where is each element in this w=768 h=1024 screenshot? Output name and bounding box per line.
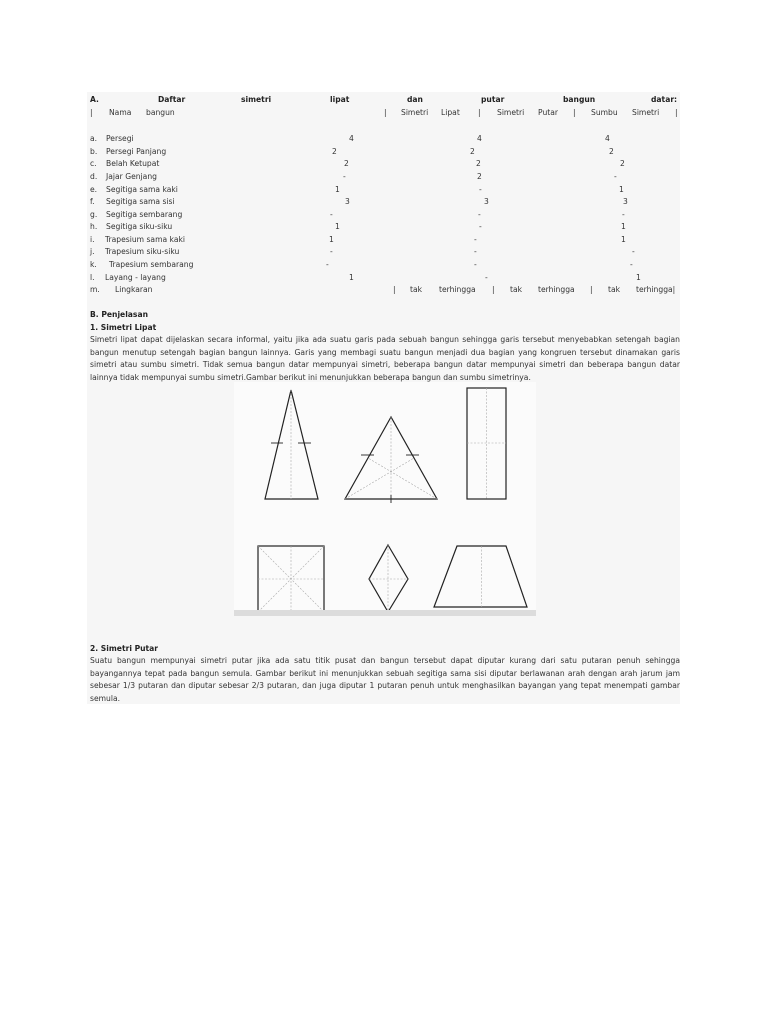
subheading-simetri-putar: 2. Simetri Putar: [90, 644, 159, 653]
shapes-drawing: [234, 382, 536, 616]
table-row: [87, 222, 680, 234]
table-row: [87, 159, 680, 171]
figure-floor: [234, 610, 536, 616]
column-header: Lipat: [441, 108, 460, 117]
putar-value: 4: [477, 134, 482, 143]
sumbu-value: -: [614, 172, 617, 181]
putar-value: -: [479, 185, 482, 194]
header-word: bangun: [563, 95, 596, 104]
lipat-value: 4: [349, 134, 354, 143]
header-word: Daftar: [158, 95, 186, 104]
section-a-header: [87, 95, 680, 107]
column-separator: |: [675, 108, 678, 117]
table-row: [87, 172, 680, 184]
column-header: Simetri: [497, 108, 525, 117]
row-letter: c.: [90, 159, 97, 168]
paragraph-simetri-lipat: Simetri lipat dapat dijelaskan secara informal, yaitu jika ada suatu garis pada sebuah bangun sehingga garis tersebut menyebabkan setengah bagian bangun menutup setengah bagian bangun lainnya. Garis yang membagi suatu bangun menjadi dua bagian yang kongruen tersebut dinamakan garis simetri atau sumbu simetri. Tidak semua bangun datar mempunyai simetri, beberapa bangun datar mempunyai simetri dan beberapa bangun datar lainnya tidak mempunyai sumbu simetri.Gambar berikut ini menunjukkan beberapa bangun dan sumbu simetrinya.: [90, 335, 680, 382]
column-header: Simetri: [401, 108, 429, 117]
rhombus-shape: [369, 545, 408, 612]
sumbu-value: tak: [608, 285, 621, 294]
rectangle-shape: [467, 388, 506, 499]
equilateral-triangle-shape: [345, 417, 437, 503]
column-separator: |: [590, 285, 593, 294]
putar-value: 2: [476, 159, 481, 168]
square-shape: [258, 546, 324, 612]
sumbu-value: 4: [605, 134, 610, 143]
subheading-simetri-lipat: 1. Simetri Lipat: [90, 323, 157, 332]
lipat-value: -: [330, 247, 333, 256]
row-letter: g.: [90, 210, 98, 219]
row-letter: l.: [90, 273, 95, 282]
putar-value: terhingga: [538, 285, 575, 294]
putar-value: -: [474, 235, 477, 244]
lipat-value: 1: [329, 235, 334, 244]
table-row: [87, 147, 680, 159]
shape-name: Trapesium siku-siku: [105, 247, 180, 256]
shape-name: Segitiga sama kaki: [106, 185, 178, 194]
row-letter: m.: [90, 285, 100, 294]
table-row: [87, 285, 680, 297]
table-row: [87, 134, 680, 146]
lipat-value: terhingga: [439, 285, 476, 294]
sumbu-value: 2: [620, 159, 625, 168]
shape-name: Trapesium sembarang: [109, 260, 194, 269]
table-row: [87, 235, 680, 247]
lipat-value: 2: [344, 159, 349, 168]
column-separator: |: [393, 285, 396, 294]
lipat-value: 1: [335, 185, 340, 194]
shape-name: Jajar Genjang: [106, 172, 157, 181]
sumbu-value: -: [630, 260, 633, 269]
shape-name: Layang - layang: [105, 273, 166, 282]
table-row: [87, 197, 680, 209]
row-letter: f.: [90, 197, 95, 206]
column-header: Simetri: [632, 108, 660, 117]
row-letter: a.: [90, 134, 98, 143]
putar-value: -: [474, 260, 477, 269]
header-word: simetri: [241, 95, 272, 104]
table-row: [87, 273, 680, 285]
column-separator: |: [478, 108, 481, 117]
row-letter: j.: [90, 247, 95, 256]
putar-value: -: [479, 222, 482, 231]
column-separator: |: [573, 108, 576, 117]
sumbu-value: 3: [623, 197, 628, 206]
lipat-value: -: [330, 210, 333, 219]
lipat-value: 1: [335, 222, 340, 231]
putar-value: -: [485, 273, 488, 282]
column-header: bangun: [146, 108, 175, 117]
putar-value: 2: [477, 172, 482, 181]
lipat-value: tak: [410, 285, 423, 294]
putar-value: -: [478, 210, 481, 219]
column-header: Nama: [109, 108, 132, 117]
shape-name: Segitiga siku-siku: [106, 222, 173, 231]
column-separator: |: [90, 108, 93, 117]
sumbu-value: -: [632, 247, 635, 256]
section-b-heading: B. Penjelasan: [90, 310, 148, 319]
table-row: [87, 185, 680, 197]
putar-value: 2: [470, 147, 475, 156]
shape-name: Trapesium sama kaki: [105, 235, 185, 244]
shape-name: Lingkaran: [115, 285, 153, 294]
sumbu-value: -: [622, 210, 625, 219]
sumbu-value: 2: [609, 147, 614, 156]
header-word: datar:: [651, 95, 678, 104]
paragraph-simetri-putar: Suatu bangun mempunyai simetri putar jika ada satu titik pusat dan bangun tersebut dapat diputar kurang dari satu putaran penuh sehingga bayangannya tepat pada bangun semula. Gambar berikut ini menunjukkan sebuah segitiga sama sisi diputar berlawanan arah dengan arah jarum jam sebesar 1/3 putaran dan diputar sebesar 2/3 putaran, dan juga diputar 1 putaran penuh untuk menghasilkan bayangan yang tepat menempati gambar semula.: [90, 656, 680, 703]
header-word: lipat: [330, 95, 350, 104]
putar-value: 3: [484, 197, 489, 206]
table-row: [87, 247, 680, 259]
lipat-value: 1: [349, 273, 354, 282]
row-letter: b.: [90, 147, 98, 156]
column-separator: |: [384, 108, 387, 117]
row-letter: k.: [90, 260, 97, 269]
column-header: Putar: [538, 108, 559, 117]
isosceles-triangle-shape: [265, 390, 318, 499]
header-word: dan: [407, 95, 423, 104]
lipat-value: -: [343, 172, 346, 181]
symmetry-figure: [234, 382, 536, 616]
row-letter: d.: [90, 172, 98, 181]
trapezoid-shape: [434, 546, 527, 607]
row-letter: i.: [90, 235, 95, 244]
column-header: Sumbu: [591, 108, 618, 117]
sumbu-value: terhingga|: [636, 285, 676, 294]
row-letter: e.: [90, 185, 98, 194]
header-word: A.: [90, 95, 99, 104]
sumbu-value: 1: [619, 185, 624, 194]
sumbu-value: 1: [636, 273, 641, 282]
lipat-value: 3: [345, 197, 350, 206]
shape-name: Persegi Panjang: [106, 147, 167, 156]
shape-name: Segitiga sama sisi: [106, 197, 175, 206]
shape-name: Segitiga sembarang: [106, 210, 183, 219]
shape-name: Persegi: [106, 134, 134, 143]
header-word: putar: [481, 95, 505, 104]
table-row: [87, 260, 680, 272]
lipat-value: -: [326, 260, 329, 269]
table-column-headers: [87, 108, 680, 120]
sumbu-value: 1: [621, 222, 626, 231]
shape-name: Belah Ketupat: [106, 159, 160, 168]
lipat-value: 2: [332, 147, 337, 156]
sumbu-value: 1: [621, 235, 626, 244]
row-letter: h.: [90, 222, 98, 231]
column-separator: |: [492, 285, 495, 294]
putar-value: -: [474, 247, 477, 256]
table-row: [87, 210, 680, 222]
putar-value: tak: [510, 285, 523, 294]
